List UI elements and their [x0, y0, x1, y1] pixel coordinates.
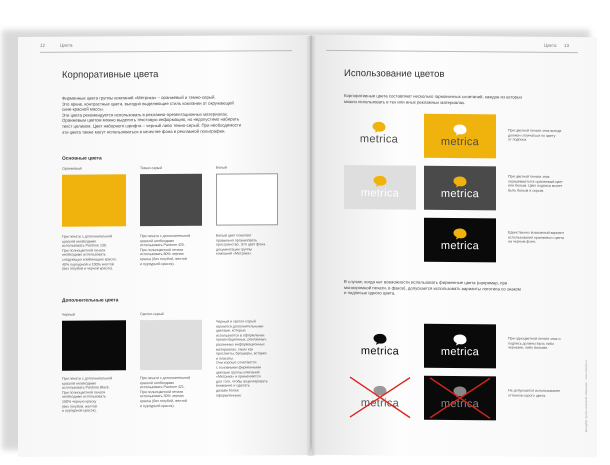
note-line: необходимо использовать [62, 394, 106, 400]
logo-note-3 [508, 230, 588, 244]
logo-mark-icon [372, 121, 386, 133]
note-line: При полноцветной печати [140, 389, 184, 394]
note-line: различных информационных [216, 342, 265, 347]
note-line: При цветной печати знак всегда [508, 128, 562, 133]
page-title: Корпоративные цвета [62, 69, 159, 81]
intro-line: сине-красной массы. [62, 106, 104, 112]
note-line: При печати с дополнительной [140, 233, 191, 239]
logo-dark-gray-bg [424, 166, 496, 211]
note-line: краской необходимо [62, 381, 97, 386]
note-line: использовать 30% черная [140, 394, 184, 399]
logo-wordmark: metrica [440, 135, 480, 149]
note-line: использовать Pantone 421. [140, 385, 185, 390]
intro-line: и подписью одного цвета. [344, 290, 396, 296]
note-line: используются в оформлении [216, 333, 265, 338]
logo-note-5 [508, 388, 588, 398]
note-line: краска (без голубой, желтой [140, 256, 187, 262]
note-line: «Метрика» и применяются [216, 374, 261, 379]
note-line: дизайн более [216, 388, 239, 393]
intro-line: эти цвета также могут использоваться в качестве фона в рекламной полиграфии. [62, 128, 226, 135]
brochure [12, 10, 598, 450]
logo-mark-icon [453, 176, 467, 188]
note-line: При полноцветной печати [62, 390, 106, 395]
note-line: документации группы [216, 247, 253, 252]
note-line: 100% черную краску [62, 399, 97, 404]
note-line: использовать Pantone Black. [62, 385, 110, 390]
logo-white-bg [344, 113, 414, 154]
note-line: При печати с дополнительной [62, 234, 113, 239]
dark-gray-note [140, 234, 210, 267]
note-line: Белый цвет помогает [216, 233, 252, 238]
note-line: и пурпурной красок). [62, 408, 97, 413]
logo-wrong-gray [344, 375, 416, 420]
note-line: окрашивается в оранжевый цвет [508, 179, 563, 184]
note-line: При полноцветной печати [140, 247, 184, 252]
logo-wordmark: metrica [440, 187, 480, 201]
note-line: и плакаты. [216, 356, 234, 361]
main-colors-heading: Основные цвета [62, 156, 102, 162]
note-line: внимание и сделать [216, 383, 250, 388]
intro-line: Это яркие, контрастные цвета, выгодно выделяющие стиль компании от окружающей [62, 100, 234, 107]
note-line: Единственно возможный вариант [508, 230, 565, 235]
note-line: материалах, таких как [216, 346, 254, 352]
note-line: на черном фоне. [508, 239, 537, 244]
light-gray-note [140, 376, 210, 409]
logo-note-2 [508, 174, 588, 193]
note-line: являются дополнительными [216, 323, 264, 329]
intro-line: В случае, когда нет возможности использовать фирменные цвета (например, при [344, 279, 508, 286]
note-line: проспекты, брошюры, вставки [216, 351, 267, 356]
note-line: цветами группы компаний [216, 369, 260, 375]
note-line: При полноцветной печати [62, 248, 106, 253]
header-rule [40, 50, 292, 53]
intro-line: можно использовать в тех или иных рекламных материалах. [344, 98, 466, 105]
logo-light-gray-bg [344, 165, 416, 210]
logo-wrong-black [424, 376, 496, 421]
black-note [62, 376, 132, 413]
note-line: или белым. Цвет подписи может [508, 183, 563, 189]
logo-black-bg [424, 218, 496, 263]
right-page [312, 35, 597, 457]
cross-out-icon [424, 376, 496, 421]
book-spine [306, 36, 316, 456]
note-line: необходимо использовать [62, 252, 106, 258]
note-line: компаний «Метрика». [216, 251, 253, 257]
dark-gray-swatch [140, 174, 202, 226]
note-line: цветами, которые [216, 328, 246, 333]
extra-colors-note [216, 319, 288, 398]
note-line: При одноцветной печати знак и [508, 336, 561, 341]
note-line: для того, чтобы акцентировать [216, 378, 268, 384]
swatch-label: Оранжевый [62, 166, 82, 171]
swatch-label: Светло-серый [140, 312, 164, 317]
note-line: Не допускается использование [508, 388, 561, 393]
note-line: 40% пурпурной и 100% желтой [62, 261, 114, 267]
note-line: краска (без голубой, желтой [140, 398, 187, 404]
note-line: использовать 80% черная [140, 252, 184, 257]
logo-note-4 [508, 336, 588, 350]
intro-paragraph [62, 94, 302, 135]
note-line: оттенков серого цвета. [508, 393, 547, 398]
logo-mark-icon [373, 175, 387, 187]
note-line: использовать Pantone 425. [140, 243, 185, 248]
logo-mono-black [344, 325, 416, 366]
logo-wordmark: metrica [440, 239, 480, 253]
intro-line: Оранжевым цветом можно выделять текстовую информацию, но недопустимо набирать [62, 116, 240, 124]
intro-paragraph [344, 93, 584, 106]
note-line: с основными фирменными [216, 365, 261, 370]
page-number: 13 [564, 42, 570, 48]
note-line: от подписи. [508, 137, 528, 142]
logo-mark-icon [373, 333, 387, 345]
logo-mono-white [424, 324, 496, 369]
note-line: использовать Pantone 130. [62, 243, 107, 248]
note-line: краской необходимо [140, 238, 175, 243]
note-line: следующую комбинацию красок: [62, 257, 117, 262]
note-line: Черный и светло-серый [216, 319, 256, 324]
logo-mark-icon [453, 124, 467, 136]
note-line: пространство. Это цвет фона [216, 242, 266, 247]
swatch-label: Белый [216, 165, 227, 170]
note-line: подпись должны быть либо [508, 341, 554, 346]
note-line: черными, либо белыми. [508, 345, 549, 351]
cross-out-icon [344, 375, 416, 420]
intro-line: монохромной печати, в факсе), допускается использовать варианты логотипа со знаком [344, 284, 521, 292]
logo-orange-bg [424, 114, 496, 159]
note-line: краской необходимо [62, 239, 97, 244]
note-line: презентационных, рекламных, [216, 337, 268, 343]
page-number: 12 [40, 42, 46, 48]
note-line: и пурпурной красок). [140, 403, 175, 408]
note-line: При цветной печати знак [508, 174, 550, 179]
logo-mark-icon [453, 228, 467, 240]
note-line: краской необходимо [140, 380, 175, 385]
white-swatch [216, 173, 278, 225]
light-gray-swatch [140, 320, 202, 370]
logo-wordmark: metrica [440, 345, 480, 359]
note-line: Они хорошо сочетаются [216, 360, 257, 365]
intro-line: текст целиком. Цвет наборного шрифта – черный либо темно-серый. При необходимости [62, 122, 242, 129]
note-line: (без голубой и черной красок). [62, 266, 113, 271]
orange-note [62, 234, 132, 271]
note-line: должен отличаться по цвету [508, 133, 556, 138]
note-line: быть белым и серым. [508, 188, 545, 193]
swatch-label: Темно-серый [140, 166, 163, 171]
monochrome-paragraph [344, 279, 584, 298]
note-line: правильно организовать [216, 237, 257, 243]
intro-line: Корпоративные цвета составляют несколько гармоничных сочетаний, каждое из которых [344, 93, 523, 100]
white-note [216, 233, 286, 256]
section-name: Цвета [60, 42, 73, 48]
logo-wordmark: metrica [359, 133, 399, 146]
left-page [18, 35, 310, 457]
logo-wordmark: metrica [360, 187, 400, 200]
page-title: Использование цветов [344, 68, 445, 80]
note-line: При печати с дополнительной [140, 375, 191, 381]
note-line: При печати с дополнительной [62, 376, 113, 381]
note-line: оформленным. [216, 392, 242, 398]
vertical-footer-text: Брендбук группы компаний «Метрика» · www.metrica.ru [584, 360, 588, 433]
intro-line: Эти цвета рекомендуется использовать в рекламно-презентационных материалах. [62, 111, 229, 118]
black-swatch [62, 320, 126, 370]
logo-wordmark: metrica [360, 397, 400, 410]
section-name: Цвета [544, 42, 557, 48]
note-line: и пурпурной красок). [140, 261, 175, 266]
logo-note-1 [508, 128, 588, 142]
logo-mark-icon [453, 334, 467, 346]
intro-line: Фирменные цвета группы компаний «Метрика» – оранжевый и темно-серый. [62, 94, 216, 101]
logo-wordmark: metrica [440, 397, 480, 411]
swatch-label: Черный [62, 312, 75, 317]
note-line: использования оранжевого цвета [508, 235, 564, 240]
orange-swatch [62, 174, 126, 226]
extra-colors-heading: Дополнительные цвета [62, 298, 119, 304]
logo-wordmark: metrica [360, 345, 400, 358]
note-line: (без голубой, желтой [62, 404, 97, 409]
header-rule [326, 50, 578, 53]
